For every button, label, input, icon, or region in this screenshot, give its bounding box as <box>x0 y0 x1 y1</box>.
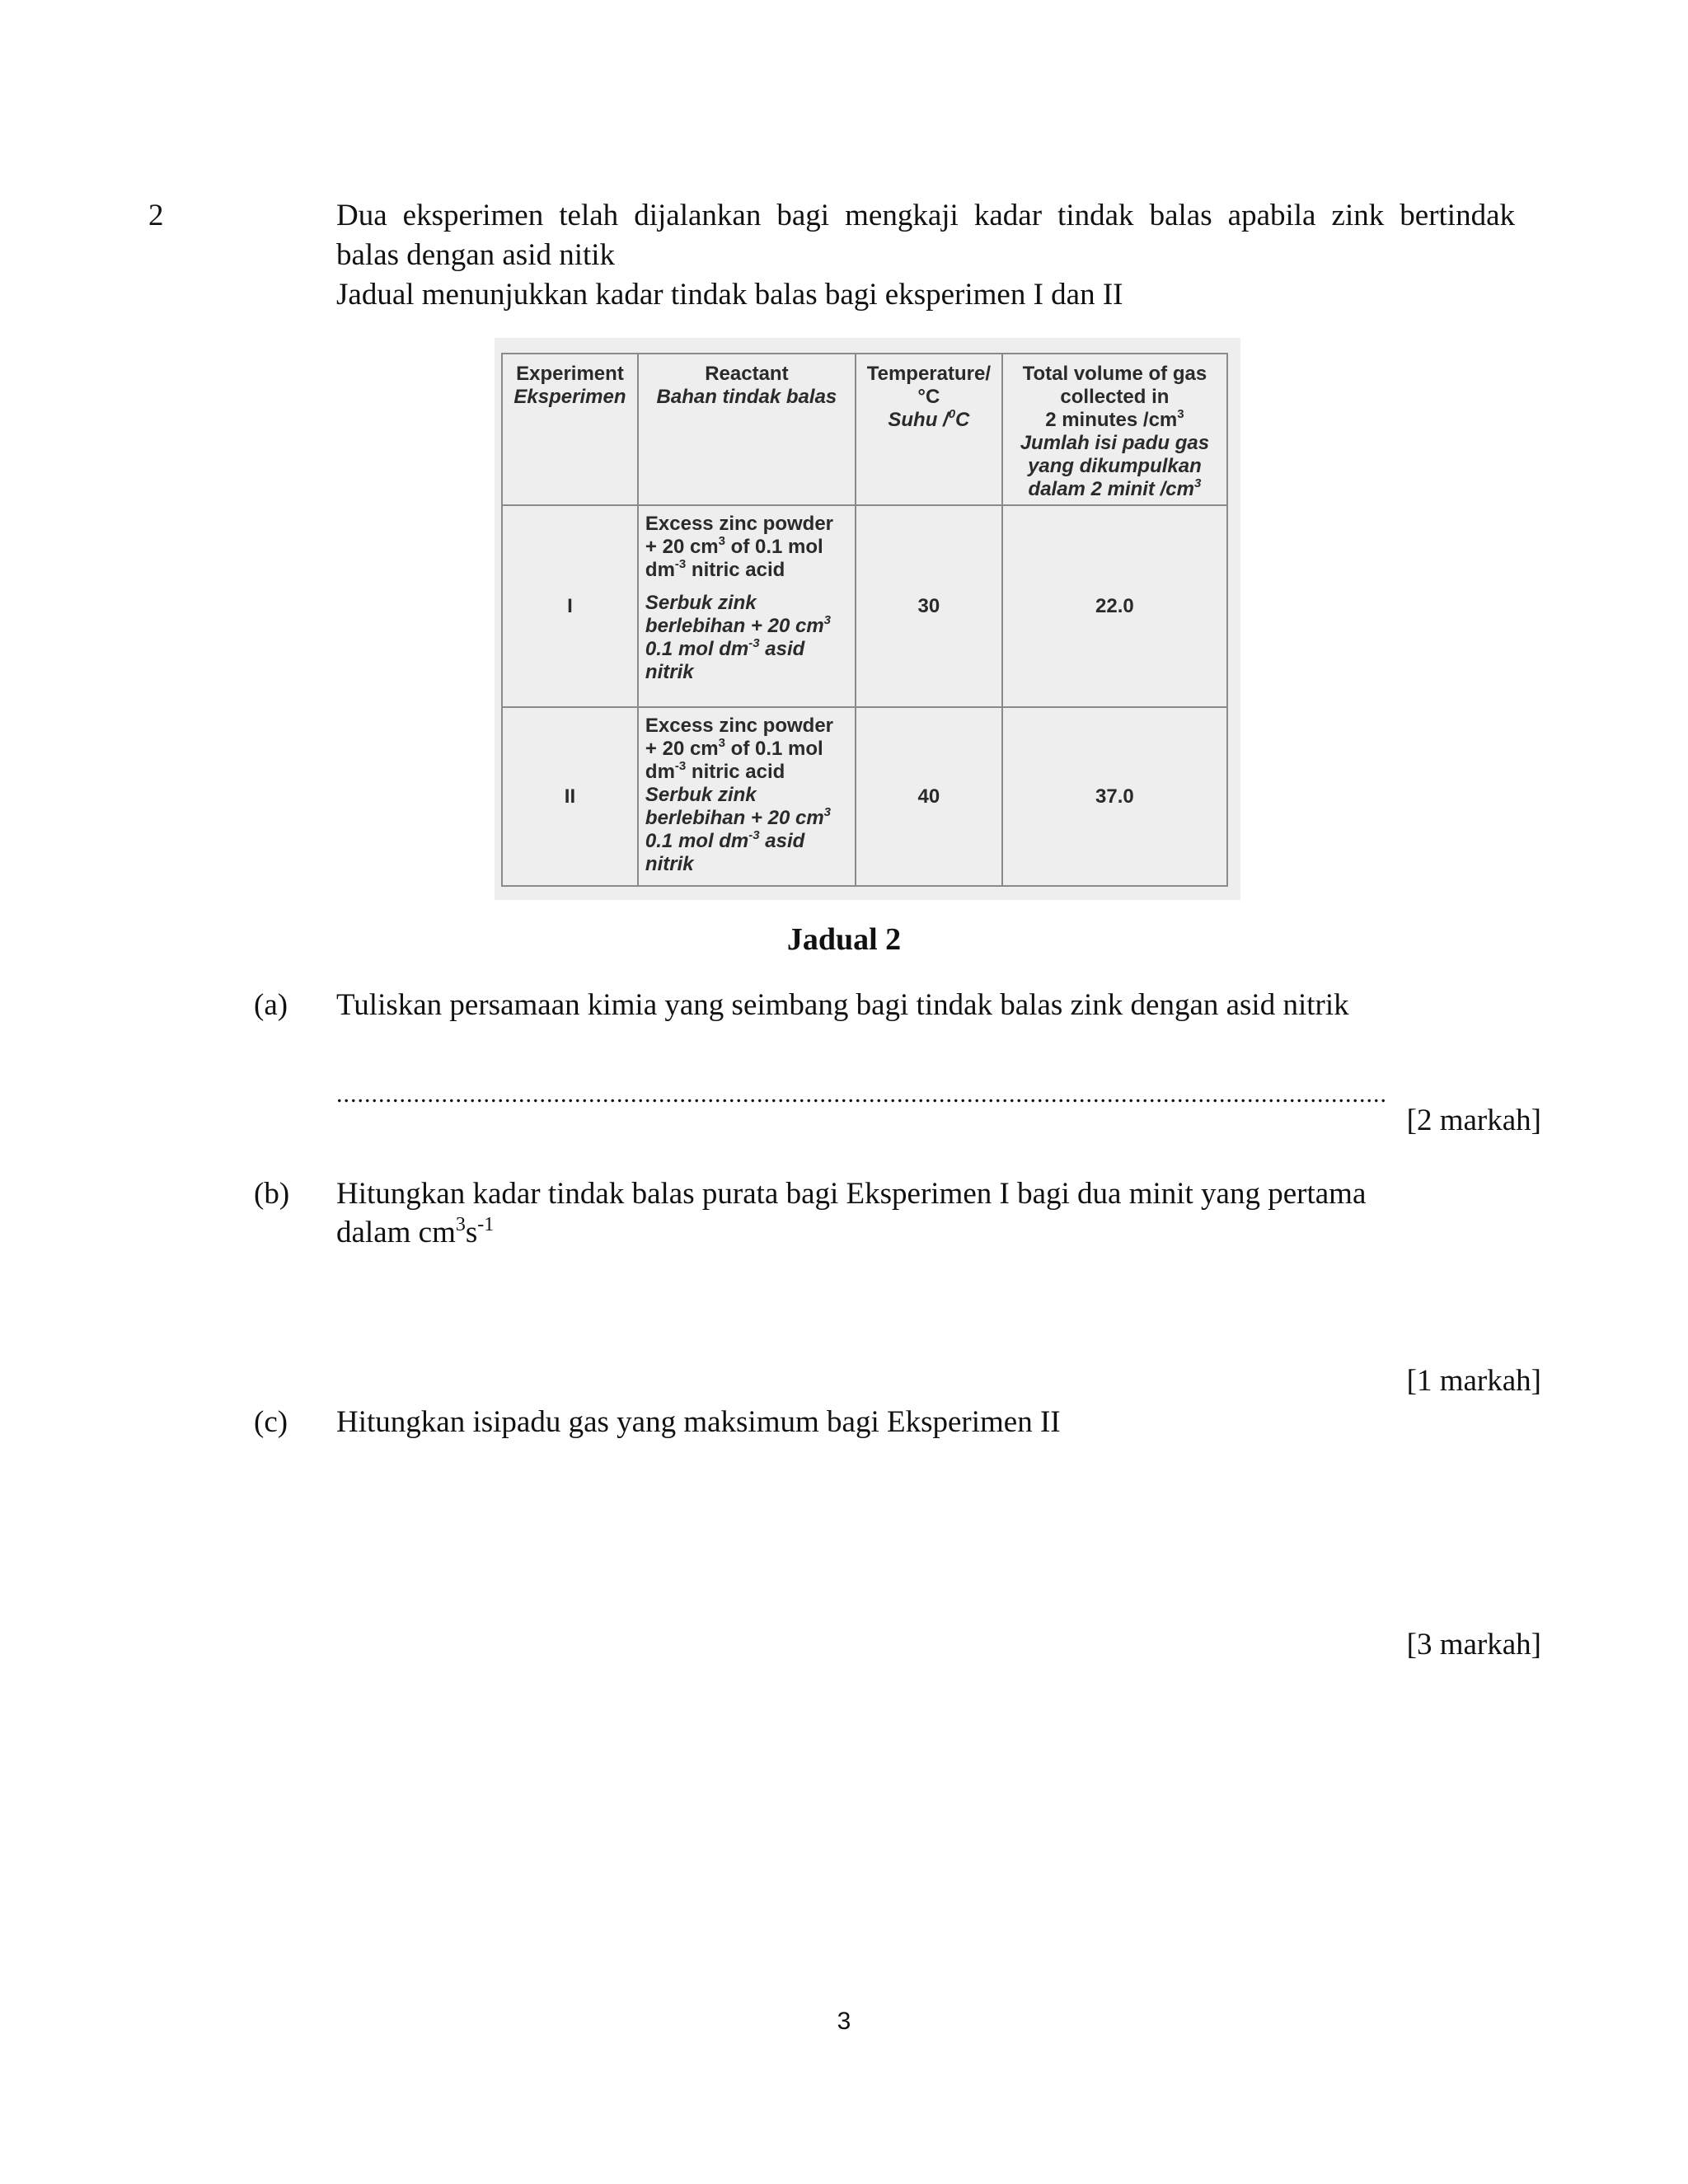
header-temperature <box>856 354 1002 505</box>
header-volume-en-c <box>1010 409 1220 432</box>
part-a-marks: [2 markah] <box>1406 1104 1541 1137</box>
row-2-temperature: 40 <box>856 707 1002 886</box>
reactant-my-line: Serbuk zink <box>645 592 757 614</box>
reactant-my-line: nitrik <box>645 661 694 683</box>
header-experiment-en: Experiment <box>516 363 624 385</box>
row-2-reactant <box>638 707 856 886</box>
cubed-sup: 3 <box>1177 407 1184 421</box>
header-temp-my-unit: C <box>955 409 970 431</box>
intro-line-1: Dua eksperimen telah dijalankan bagi mengkaji kadar tindak balas apabila zink bertindak <box>336 199 1515 232</box>
header-temp-my-text: Suhu / <box>888 409 949 431</box>
part-b-marks: [1 markah] <box>1406 1364 1541 1398</box>
reactant-text: + 20 cm <box>645 536 719 558</box>
reactant-text: nitric acid <box>686 559 785 581</box>
cubed-sup: 3 <box>1193 476 1202 490</box>
reactant-text: 0.1 mol dm <box>645 830 749 852</box>
reactant-en-line: Excess zinc powder <box>645 513 833 535</box>
row-2-volume: 37.0 <box>1002 707 1227 886</box>
header-experiment-my: Eksperimen <box>513 386 626 408</box>
reactant-text: 0.1 mol dm <box>645 638 749 660</box>
header-experiment <box>502 354 638 505</box>
header-volume <box>1002 354 1227 505</box>
reactant-my-line <box>645 807 848 830</box>
reactant-my-line <box>645 830 848 853</box>
part-b-sup-2: -1 <box>477 1214 495 1235</box>
cubed-sup: 3 <box>718 534 725 548</box>
table-figure <box>495 338 1240 900</box>
neg-cubed-sup: -3 <box>748 828 760 842</box>
reactant-text: of 0.1 mol <box>724 738 823 760</box>
reactant-my-line <box>645 638 848 661</box>
experiment-table <box>501 353 1228 887</box>
reactant-text: asid <box>759 638 805 660</box>
reactant-en-line <box>645 761 848 784</box>
reactant-my-line: Serbuk zink <box>645 784 757 806</box>
header-temp-en-b: °C <box>917 386 940 408</box>
reactant-text: nitric acid <box>686 761 785 783</box>
row-2-experiment: II <box>502 707 638 886</box>
question-number: 2 <box>148 199 164 232</box>
header-reactant-my: Bahan tindak balas <box>656 386 837 408</box>
reactant-en-line <box>645 738 848 761</box>
table-caption: Jadual 2 <box>786 922 902 957</box>
part-b-label: (b) <box>254 1177 290 1211</box>
reactant-text: berlebihan + 20 cm <box>645 615 824 637</box>
intro-line-2: balas dengan asid nitik <box>336 238 616 272</box>
answer-line[interactable]: ...................................................................................................................................................... <box>336 1080 1387 1108</box>
table-header-row <box>502 354 1227 505</box>
header-volume-my-c-text: dalam 2 minit /cm <box>1028 478 1194 500</box>
part-b-text-line2 <box>336 1213 494 1253</box>
neg-cubed-sup: -3 <box>674 759 687 773</box>
part-c-label: (c) <box>254 1405 288 1439</box>
neg-cubed-sup: -3 <box>674 557 687 571</box>
reactant-en-line: Excess zinc powder <box>645 715 833 737</box>
question-intro <box>336 196 1515 315</box>
header-volume-my-b: yang dikumpulkan <box>1028 455 1202 477</box>
page-number: 3 <box>837 2008 851 2035</box>
header-temp-en-a: Temperature/ <box>866 363 991 385</box>
degree-sup: 0 <box>948 407 956 421</box>
intro-line-3: Jadual menunjukkan kadar tindak balas bagi eksperimen I dan II <box>336 278 1123 312</box>
reactant-text: berlebihan + 20 cm <box>645 807 824 829</box>
part-b-unit-text: s <box>465 1216 478 1249</box>
header-volume-my-c <box>1010 478 1220 501</box>
reactant-my-line: nitrik <box>645 853 694 875</box>
part-b-unit-text: dalam cm <box>336 1216 456 1249</box>
header-temp-my <box>863 409 995 432</box>
part-a-text: Tuliskan persamaan kimia yang seimbang bagi tindak balas zink dengan asid nitrik <box>336 988 1349 1022</box>
header-reactant <box>638 354 856 505</box>
cubed-sup: 3 <box>823 805 832 819</box>
part-b-sup-1: 3 <box>455 1214 466 1235</box>
part-a-label: (a) <box>254 988 288 1022</box>
header-volume-my-a: Jumlah isi padu gas <box>1020 432 1210 454</box>
reactant-en-line <box>645 536 848 559</box>
cubed-sup: 3 <box>823 613 832 627</box>
reactant-text: dm <box>645 761 675 783</box>
table-row <box>502 505 1227 707</box>
header-volume-en-c-text: 2 minutes /cm <box>1045 409 1178 431</box>
neg-cubed-sup: -3 <box>748 636 760 650</box>
row-1-reactant <box>638 505 856 707</box>
header-volume-en-a: Total volume of gas <box>1022 363 1207 385</box>
row-1-temperature: 30 <box>856 505 1002 707</box>
row-1-experiment: I <box>502 505 638 707</box>
header-volume-en-b: collected in <box>1060 386 1170 408</box>
reactant-text: of 0.1 mol <box>724 536 823 558</box>
reactant-text: asid <box>759 830 805 852</box>
part-c-text: Hitungkan isipadu gas yang maksimum bagi Eksperimen II <box>336 1405 1061 1439</box>
table-row <box>502 707 1227 886</box>
part-c-marks: [3 markah] <box>1406 1628 1541 1661</box>
reactant-text: dm <box>645 559 675 581</box>
part-b-text-line1: Hitungkan kadar tindak balas purata bagi Eksperimen I bagi dua minit yang pertama <box>336 1177 1367 1211</box>
reactant-en-line <box>645 559 848 582</box>
header-reactant-en: Reactant <box>705 363 789 385</box>
cubed-sup: 3 <box>718 736 725 750</box>
reactant-text: + 20 cm <box>645 738 719 760</box>
reactant-my-line <box>645 615 848 638</box>
row-1-volume: 22.0 <box>1002 505 1227 707</box>
